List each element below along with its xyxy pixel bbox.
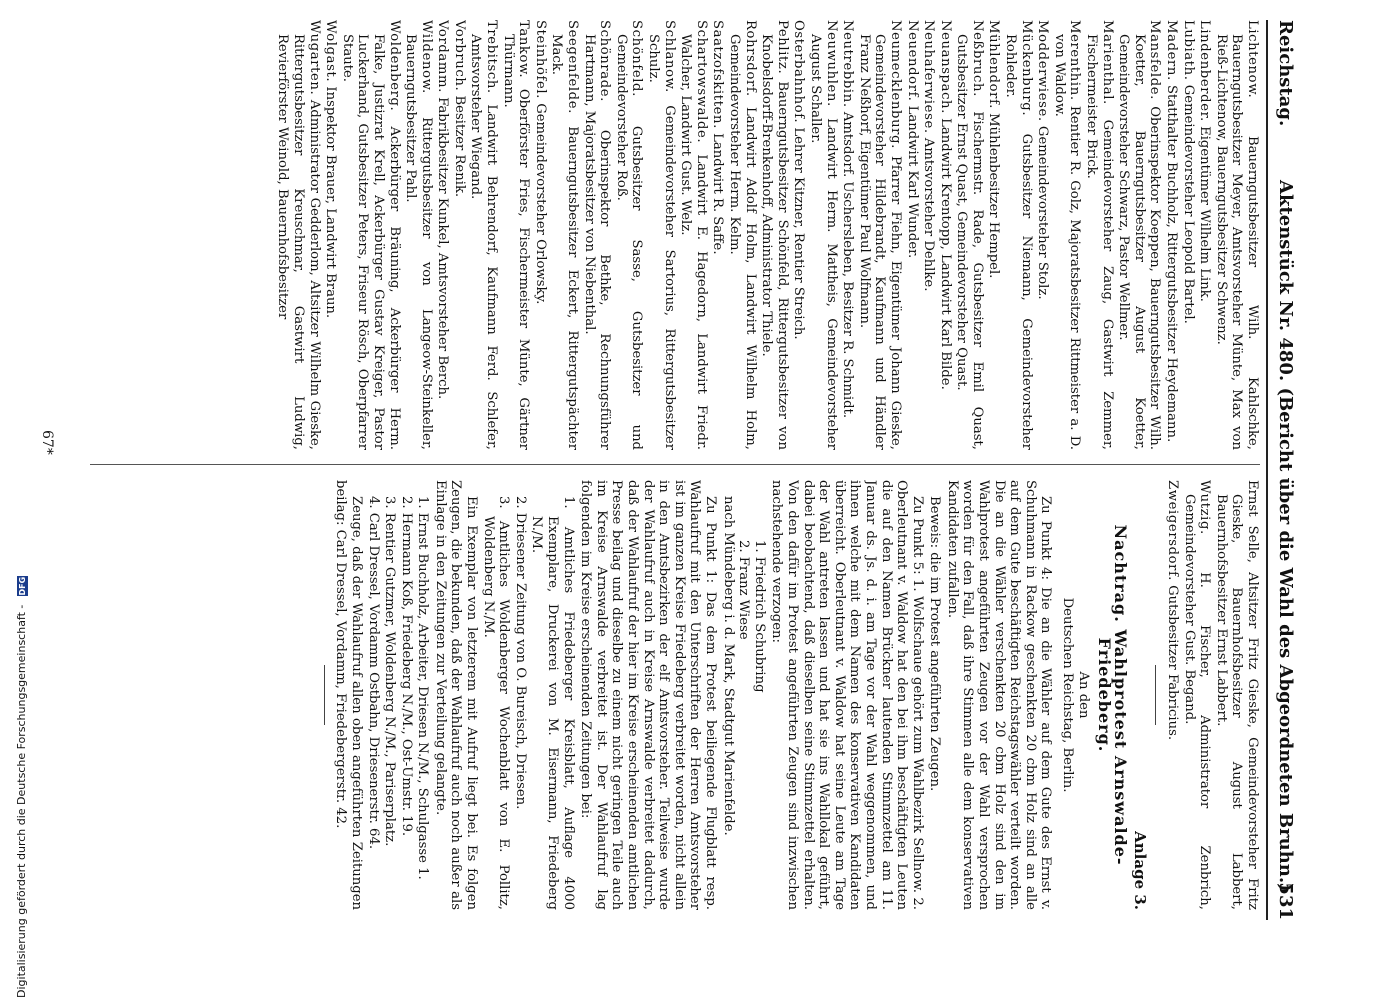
list-entry xyxy=(954,20,985,450)
place-name: Schönrade. xyxy=(597,20,613,102)
list-entry xyxy=(435,20,451,450)
list-entry xyxy=(759,20,790,450)
place-name: Mansfelde. xyxy=(1147,20,1163,100)
place-name: Wugarten. xyxy=(306,20,322,96)
list-entry xyxy=(726,20,757,450)
entry-text: Amtsvorsteher Dehlke. xyxy=(921,137,937,292)
place-name: Wildenow. xyxy=(418,20,434,94)
place-name: Neumecklenburg. xyxy=(887,20,903,149)
rule xyxy=(1155,665,1156,725)
footer-signature: 67* xyxy=(39,430,55,455)
place-name: Schlanow. xyxy=(661,20,677,93)
place-name: Vordamm. xyxy=(435,20,451,93)
entry-text: Ernst Selle, Altsitzer Fritz Gieske, Gemeindevorsteher Fritz Gieske, Bauernhofsbesitzer August Labbert, Bauernhofsbesitzer Ernst Labbert. xyxy=(1213,480,1260,910)
entry-text: Landwirt Adolf Holm, Landwirt Wilhelm Holm, Gemeindevorsteher Herm. Kelm. xyxy=(727,34,758,450)
place-name: Woldenberg. xyxy=(386,20,402,112)
list-item: 2. Driesener Zeitung von O. Bureisch, Driesen. xyxy=(512,496,528,810)
running-header xyxy=(1266,20,1302,920)
list-item: 1. Amtliches Friedeberger Kreisblatt, Auflage 4000 Exemplare, Druckerei von M. Eisermann, Friedeberg N./M. xyxy=(529,496,576,910)
entry-text: Gemeindevorsteher Orlowsky. xyxy=(532,103,548,305)
place-name: Modderwiese. xyxy=(1035,20,1051,122)
entry-text: Oberinspektor Bethke, Rechnungsführer Hartmann, Majoratsbesitzer von Niebenthal. xyxy=(581,34,613,450)
list-entry xyxy=(549,20,580,450)
list-entry xyxy=(791,20,807,450)
entry-text: Gutsbesitzer Niemann, Gemeindevorsteher Rohleder. xyxy=(1003,34,1034,450)
list-entry xyxy=(500,20,531,450)
column-separator xyxy=(90,464,1260,465)
place-name: Seegenfelde. xyxy=(565,20,581,114)
list-item: 1. Ernst Buchholz, Arbeiter, Driesen N./M., Schulgasse 1. xyxy=(415,496,431,880)
place-name: Wolgast. xyxy=(323,20,339,83)
header-left: Reichstag. xyxy=(1275,20,1296,127)
place-name: Trebitsch. xyxy=(484,20,500,94)
place-name: Neßbruch. xyxy=(969,20,985,97)
entry-text: Gemeindevorsteher Leopold Bartel. xyxy=(1180,84,1196,324)
paragraph: Zu Punkt 5: 1. Wolfschaue gehört zum Wahlbezirk Sellnow. 2. Oberleutnant v. Waldow hat den bei ihm beschäftigten Leuten die auf den Namen Brückner lautenden Stimmzettel am 11. Januar ds. Js. d. i. am Tage vor der Wahl weggenommen, und ihnen welche mit dem Namen des konservativen Kandidaten überreicht. Oberleutnant v. Waldow hat seine Leute am Tage der Wahl antreten lassen und hat sie ins Wahllokal geführt, dabei beobachtend, daß dieselben seine Stimmzettel erhalten. Von den dafür im Protest angeführten Zeugen sind inzwischen nachstehende verzogen: xyxy=(769,480,925,910)
place-name: Neuanspach. xyxy=(937,20,953,114)
entry-text: Bauerngutsbesitzer Schönfeld, Rittergutsbesitzer von Knobelsdorff-Brenkenhoff, Administrator Thiele. xyxy=(759,34,790,450)
list-item: 3. Amtliches Woldenberger Wochenblatt von E. Pollitz, Woldenberg N./M. xyxy=(480,496,512,910)
list-entry xyxy=(856,20,903,450)
entry-text: Landwirt Karl Wunder. xyxy=(904,105,920,259)
entry-text: Ackerbürger Bräuning, Ackerbürger Herm. Falke, Justizrat Krell, Ackerbürger Gustav Kreiger, Pastor Luckerhand, Gutsbesitzer Peters, Friseur Rösch, Oberpfarrer Staute. xyxy=(339,34,402,450)
entry-text: Fabrikbesitzer Kunkel, Amtsvorsteher Berch. xyxy=(435,97,451,400)
list-item: 2. Franz Wiese xyxy=(736,540,752,640)
continued-entries xyxy=(1164,480,1260,910)
newspaper-list xyxy=(480,480,576,910)
list-entry xyxy=(1197,20,1213,450)
list-entry xyxy=(451,20,467,450)
list-entry xyxy=(710,20,726,450)
entry-text: Pfarrer Fiehn, Eigentümer Johann Gieske, Gemeindevorsteher Hildebrandt, Kaufmann und Händler Franz Neßhorf, Eigentümer Paul Wolfmann. xyxy=(856,34,903,450)
paragraph: Zeuge, daß der Wahlaufruf allen oben angeführten Zeitungen beilag: Carl Dressel, Vordamm, Friedebergerstr. 42. xyxy=(333,480,364,910)
place-name: Lubiath. xyxy=(1180,20,1196,81)
list-entry xyxy=(937,20,953,450)
entry-text: Inspektor Brauer, Landwirt Braun. xyxy=(323,86,339,319)
entry-text: Mühlenbesitzer Hempel. xyxy=(986,113,1002,279)
place-name: Zweigersdorf. xyxy=(1165,480,1181,581)
list-entry xyxy=(1181,480,1212,910)
list-item: 3. Rentier Gutzmer, Woldenberg N./M., Pariserplatz. xyxy=(382,496,398,847)
document-page xyxy=(20,0,1320,940)
rule xyxy=(324,665,325,725)
list-entry xyxy=(323,20,339,450)
entry-text: Landwirt R. Saffe. xyxy=(710,133,726,255)
entry-text: Landwirt Herm. Mattheis, Gemeindevorsteher August Schaller. xyxy=(807,34,839,450)
entry-text: Eigentümer Wilhelm Link. xyxy=(1197,126,1213,302)
list-entry xyxy=(1116,20,1163,450)
place-name: Merenthin. xyxy=(1067,20,1083,101)
list-entry xyxy=(1180,20,1196,450)
entry-text: Besitzer Renik. xyxy=(451,95,467,198)
paragraph: nach Mündeberg i. d. Mark, Stadtgut Marienfelde. xyxy=(720,496,736,836)
place-name: Neuendorf. xyxy=(904,20,920,102)
paragraph: Zu Punkt 1: Das dem Protest beiliegende Flugblatt resp. Wahlaufruf mit den Unterschriften der Herren Amtsvorsteher ist im ganzen Kreise Friedeberg verbreitet worden, nicht allein in den Amtsbezirken der elf Amtsvorsteher. Teilweise wurde der Wahlaufruf auch in Kreise Arnswalde verbreitet dadurch, daß der Wahlaufruf der hier im Kreise erscheinenden amtlichen Presse beilag und dieselbe zu einem nicht geringen Teile auch im Kreise Arnswalde verbreitet ist. Der Wahlaufruf lag folgenden im Kreise erscheinenden Zeitungen bei: xyxy=(578,480,718,910)
place-name: Neutrebbin. xyxy=(840,20,856,108)
entry-text: Administrator Gedderlom, Altsitzer Wilhelm Gieske, Rittergutsbesitzer Kreuschmar, Gastwirt Ludwig, Revierförster Weinold, Bauernhofsbesitzer xyxy=(275,34,322,450)
header-title: Aktenstück Nr. 480. (Bericht über die Wahl des Abgeordneten Bruhn.) xyxy=(1275,180,1296,892)
entry-text: Rittergutsbesitzer von Langeow-Steinkeller, Bauerngutsbesitzer Pahl. xyxy=(403,34,434,450)
address-line-1: An den xyxy=(1075,671,1091,719)
list-entry xyxy=(339,20,401,450)
place-name: Madern. xyxy=(1164,20,1180,81)
place-name: Lindenberder. xyxy=(1197,20,1213,122)
entry-text: Statthalter Buchholz, Rittergutsbesitzer Heydemann. xyxy=(1164,85,1180,443)
list-entry xyxy=(1213,480,1260,910)
dfg-logo: DFG xyxy=(17,576,27,596)
place-name: Tankow. xyxy=(516,20,532,79)
entry-text: Gutsbesitzer Fabricius. xyxy=(1165,585,1181,741)
place-name: Schönfeld. xyxy=(629,20,645,97)
entry-text: Gemeindevorsteher Sartorius, Rittergutsbesitzer Schulz. xyxy=(646,34,677,450)
entry-text: Oberinspektor Koeppen, Bauerngutsbesitzer Wilh. Koetter, Bauerngutsbesitzer August Koetter, Gemeindevorsteher Schwarz, Pastor Wellmer. xyxy=(1116,34,1163,450)
place-name: Pehlitz. xyxy=(774,20,790,75)
list-entry xyxy=(645,20,676,450)
list-item: 1. Friedrich Schubring xyxy=(751,540,767,693)
entry-text: Lehrer Kitzner, Rentier Streich. xyxy=(791,127,807,340)
list-item: 4. Carl Dressel, Vordamm Ostbahn, Driesenerstr. 64. xyxy=(365,496,381,850)
list-entry xyxy=(1035,20,1051,450)
place-name: Marienthal. xyxy=(1099,20,1115,105)
entry-text: Oberförster Fries, Fischermeister Münte, Gärtner Thürmann. xyxy=(500,34,532,450)
entry-text: Gemeindevorsteher Stolz. xyxy=(1035,125,1051,300)
list-entry xyxy=(1003,20,1034,450)
place-name: Mückenburg. xyxy=(1018,20,1034,117)
entry-text: Bauerngutsbesitzer Wilh. Kahlschke, Bauerngutsbesitzer Meyer, Amtsvorsteher Münte, Max von Rieß-Lichtenow, Bauerngutsbesitzer Schwenz. xyxy=(1213,34,1260,450)
digitization-credit xyxy=(0,0,28,1000)
entry-text: Gemeindevorsteher Zaug, Gastwirt Zemmer, Fischermeister Brick. xyxy=(1084,34,1115,450)
list-entry xyxy=(275,20,322,450)
entry-text: Amtsdorf. Uschersleben, Besitzer R. Schmidt. xyxy=(840,111,856,419)
list-entry xyxy=(468,20,499,450)
entry-text: Rentier R. Golz, Majoratsbesitzer Rittmeister a. D. von Waldow. xyxy=(1051,34,1083,450)
page-number: 531 xyxy=(1275,882,1296,920)
list-entry xyxy=(1051,20,1082,450)
list-entry xyxy=(581,20,612,450)
credit-text: Digitalisierung gefördert durch die Deutsche Forschungsgemeinschaft - xyxy=(15,604,28,998)
place-name: Rohrsdorf. xyxy=(742,20,758,97)
entry-text: Landwirt Behrendorf, Kaufmann Ferd. Schlefer, Amtsvorsteher Wiegand. xyxy=(468,34,500,450)
right-column xyxy=(80,480,1260,910)
entry-text: Gutsbesitzer Sasse, Gutsbesitzer und Gemeindevorsteher Roß. xyxy=(613,34,645,450)
list-entry xyxy=(1164,480,1180,910)
entry-text: H. Fischer, Administrator Zenbrich, Gemeindevorsteher Gust. Begand. xyxy=(1181,494,1213,910)
list-entry xyxy=(840,20,856,450)
place-name: Mühlendorf. xyxy=(986,20,1002,109)
list-entry xyxy=(532,20,548,450)
place-name: Vorbruch. xyxy=(451,20,467,92)
place-name: Schartowswalde. xyxy=(693,20,709,144)
place-name: Neuhaferwiese. xyxy=(921,20,937,134)
list-entry xyxy=(807,20,838,450)
list-entry xyxy=(986,20,1002,450)
place-name: Neuwuhlen. xyxy=(823,20,839,107)
list-entry xyxy=(403,20,434,450)
paragraph: Beweis: die im Protest angeführten Zeugen. xyxy=(927,496,943,792)
list-entry xyxy=(921,20,937,450)
paragraph: Zu Punkt 4: Die an die Wähler auf dem Gute des Ernst v. Schuhmann in Rackow geschenkten 20 cbm Holz sind an alle auf dem Gute beschäftigten Reichstagswähler verteilt worden. Die an die Wähler verschenkten 20 cbm Holz sind den im Wahlprotest angeführten Zeugen vor der Wahl versprochen worden für den Fall, daß ihre Stimmen alle dem konservativen Kandidaten zufallen. xyxy=(944,480,1054,910)
place-name: Lichtenow. xyxy=(1245,20,1260,99)
section-heading: Nachtrag. Wahlprotest Arnswalde-Friedeberg. xyxy=(1095,524,1130,866)
place-name: Saatzofskitten. xyxy=(710,20,726,129)
witness-list xyxy=(365,480,430,910)
entry-text: Landwirt Krentopp, Landwirt Karl Bilde. xyxy=(937,118,953,390)
list-entry xyxy=(1163,20,1179,450)
address-line-2: Deutschen Reichstag, Berlin. xyxy=(1060,597,1076,793)
list-entry xyxy=(1213,20,1260,450)
list-entry xyxy=(1083,20,1114,450)
entry-text: Fischermstr. Rade, Gutsbesitzer Emil Quast, Gutsbesitzer Ernst Quast, Gemeindevorsteher Quast. xyxy=(954,34,985,450)
entry-text: Landwirt E. Hagedorn, Landwirt Friedr. Walcher, Landwirt Gust. Welz. xyxy=(678,34,709,450)
appendix-label: Anlage 3. xyxy=(1131,831,1150,910)
paragraph: Ein Exemplar von letzterem mit Aufruf liegt bei. Es folgen Zeugen, die bekunden, daß der Wahlaufruf auch noch außer als Einlage in den Zeitungen zur Verteilung gelangte. xyxy=(432,480,480,910)
place-name: Osterbahnhof. xyxy=(791,20,807,124)
list-entry xyxy=(613,20,644,450)
place-name: Wutzig. xyxy=(1197,480,1213,535)
list-entry xyxy=(678,20,709,450)
left-column xyxy=(80,20,1260,450)
list-item: 2. Hermann Koß, Friedeberg N./M., Ost-Umstr. 19. xyxy=(398,496,414,837)
entry-text: Bauerngutsbesitzer Eckert, Rittergutspächter Mack. xyxy=(549,34,581,450)
list-entry xyxy=(904,20,920,450)
place-name: Steinhöfel. xyxy=(532,20,548,99)
